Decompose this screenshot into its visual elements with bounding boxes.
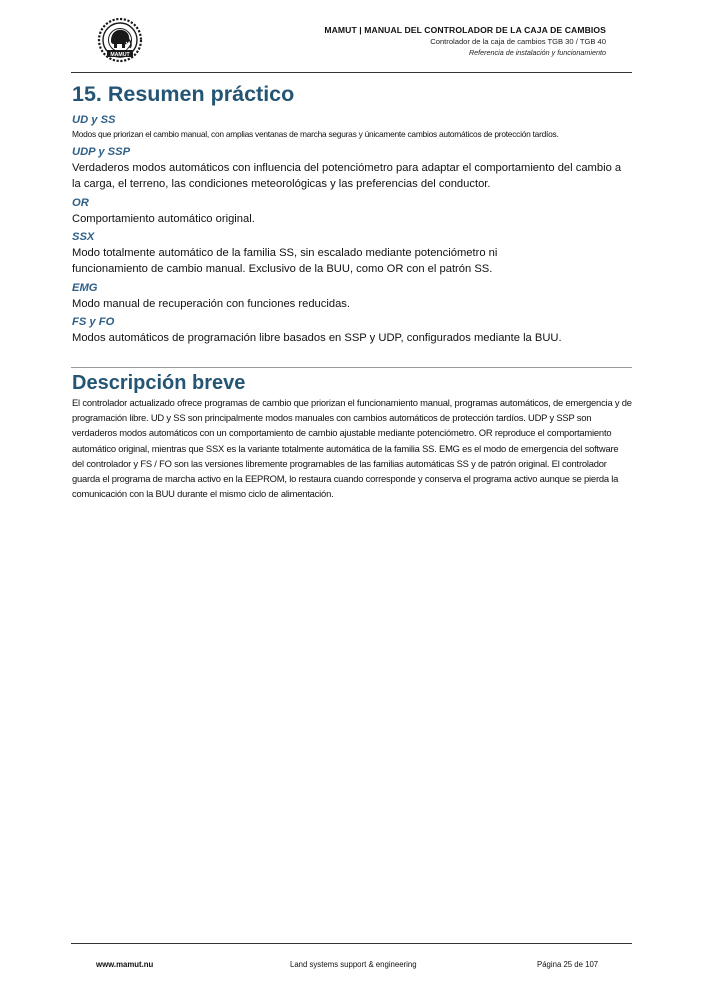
brief-section [72, 372, 632, 501]
mode-description: Modo manual de recuperación con funciones reducidas. [72, 297, 350, 310]
mode-description: Modo totalmente automático de la familia SS, sin escalado mediante potenciómetro ni funcionamiento de cambio manual. Exclusivo de la BUU, como OR con el patrón SS. [72, 247, 498, 276]
header-title: MAMUT | MANUAL DEL CONTROLADOR DE LA CAJA DE CAMBIOS [324, 25, 606, 35]
header-divider [71, 72, 632, 73]
brief-body: El controlador actualizado ofrece programas de cambio que priorizan el funcionamiento manual, programas automáticos, de emergencia y de programación libre. UD y SS son principalmente modos manuales con cambios automáticos de protección tardíos. UDP y SSP son verdaderos modos automáticos con un comportamiento de cambio ajustable mediante potenciómetro. OR reproduce el comportamiento automático original, mientras que SSX es la variante totalmente automática de la familia SS. EMG es el modo de emergencia del software del controlador y FS / FO son las versiones libremente programables de las familias automáticas SS y de patrón original. El controlador guarda el programa de marcha activo en la EEPROM, lo restaura cuando corresponde y conserva el programa activo aunque se pierda la comunicación con la BUU durante el mismo ciclo de alimentación. [72, 397, 632, 500]
mode-name: UD y SS [72, 113, 116, 126]
mode-description: Modos que priorizan el cambio manual, con amplias ventanas de marcha seguras y únicamente cambios automáticos de protección tardíos. [72, 128, 559, 139]
footer-divider [71, 943, 632, 944]
mode-description: Comportamiento automático original. [72, 212, 255, 225]
mode-name: OR [72, 196, 89, 209]
footer-website: www.mamut.nu [96, 960, 154, 969]
logo-text: MAMUT [110, 51, 130, 58]
header-subtitle: Controlador de la caja de cambios TGB 30 / TGB 40 [430, 37, 606, 46]
footer-page-number: Página 25 de 107 [537, 960, 599, 969]
mode-name: SSX [72, 231, 95, 244]
header-reference: Referencia de instalación y funcionamiento [468, 48, 606, 57]
mode-name: EMG [72, 281, 98, 294]
page-content [72, 82, 632, 349]
mode-description: Modos automáticos de programación libre basados en SSP y UDP, configurados mediante la BUU. [72, 332, 562, 345]
section-title: 15. Resumen práctico [72, 82, 295, 106]
brief-title: Descripción breve [72, 372, 246, 394]
mode-list [72, 113, 632, 346]
page-header [324, 25, 606, 57]
mode-description: Verdaderos modos automáticos con influencia del potenciómetro para adaptar el comportamiento del cambio a la carga, el terreno, las condiciones meteorológicas y las preferencias del conductor. [72, 162, 622, 191]
footer-tagline: Land systems support & engineering [290, 960, 417, 969]
mamut-logo [95, 17, 145, 63]
section-divider [71, 367, 632, 368]
mode-name: FS y FO [72, 315, 115, 328]
mode-name: UDP y SSP [72, 146, 131, 159]
